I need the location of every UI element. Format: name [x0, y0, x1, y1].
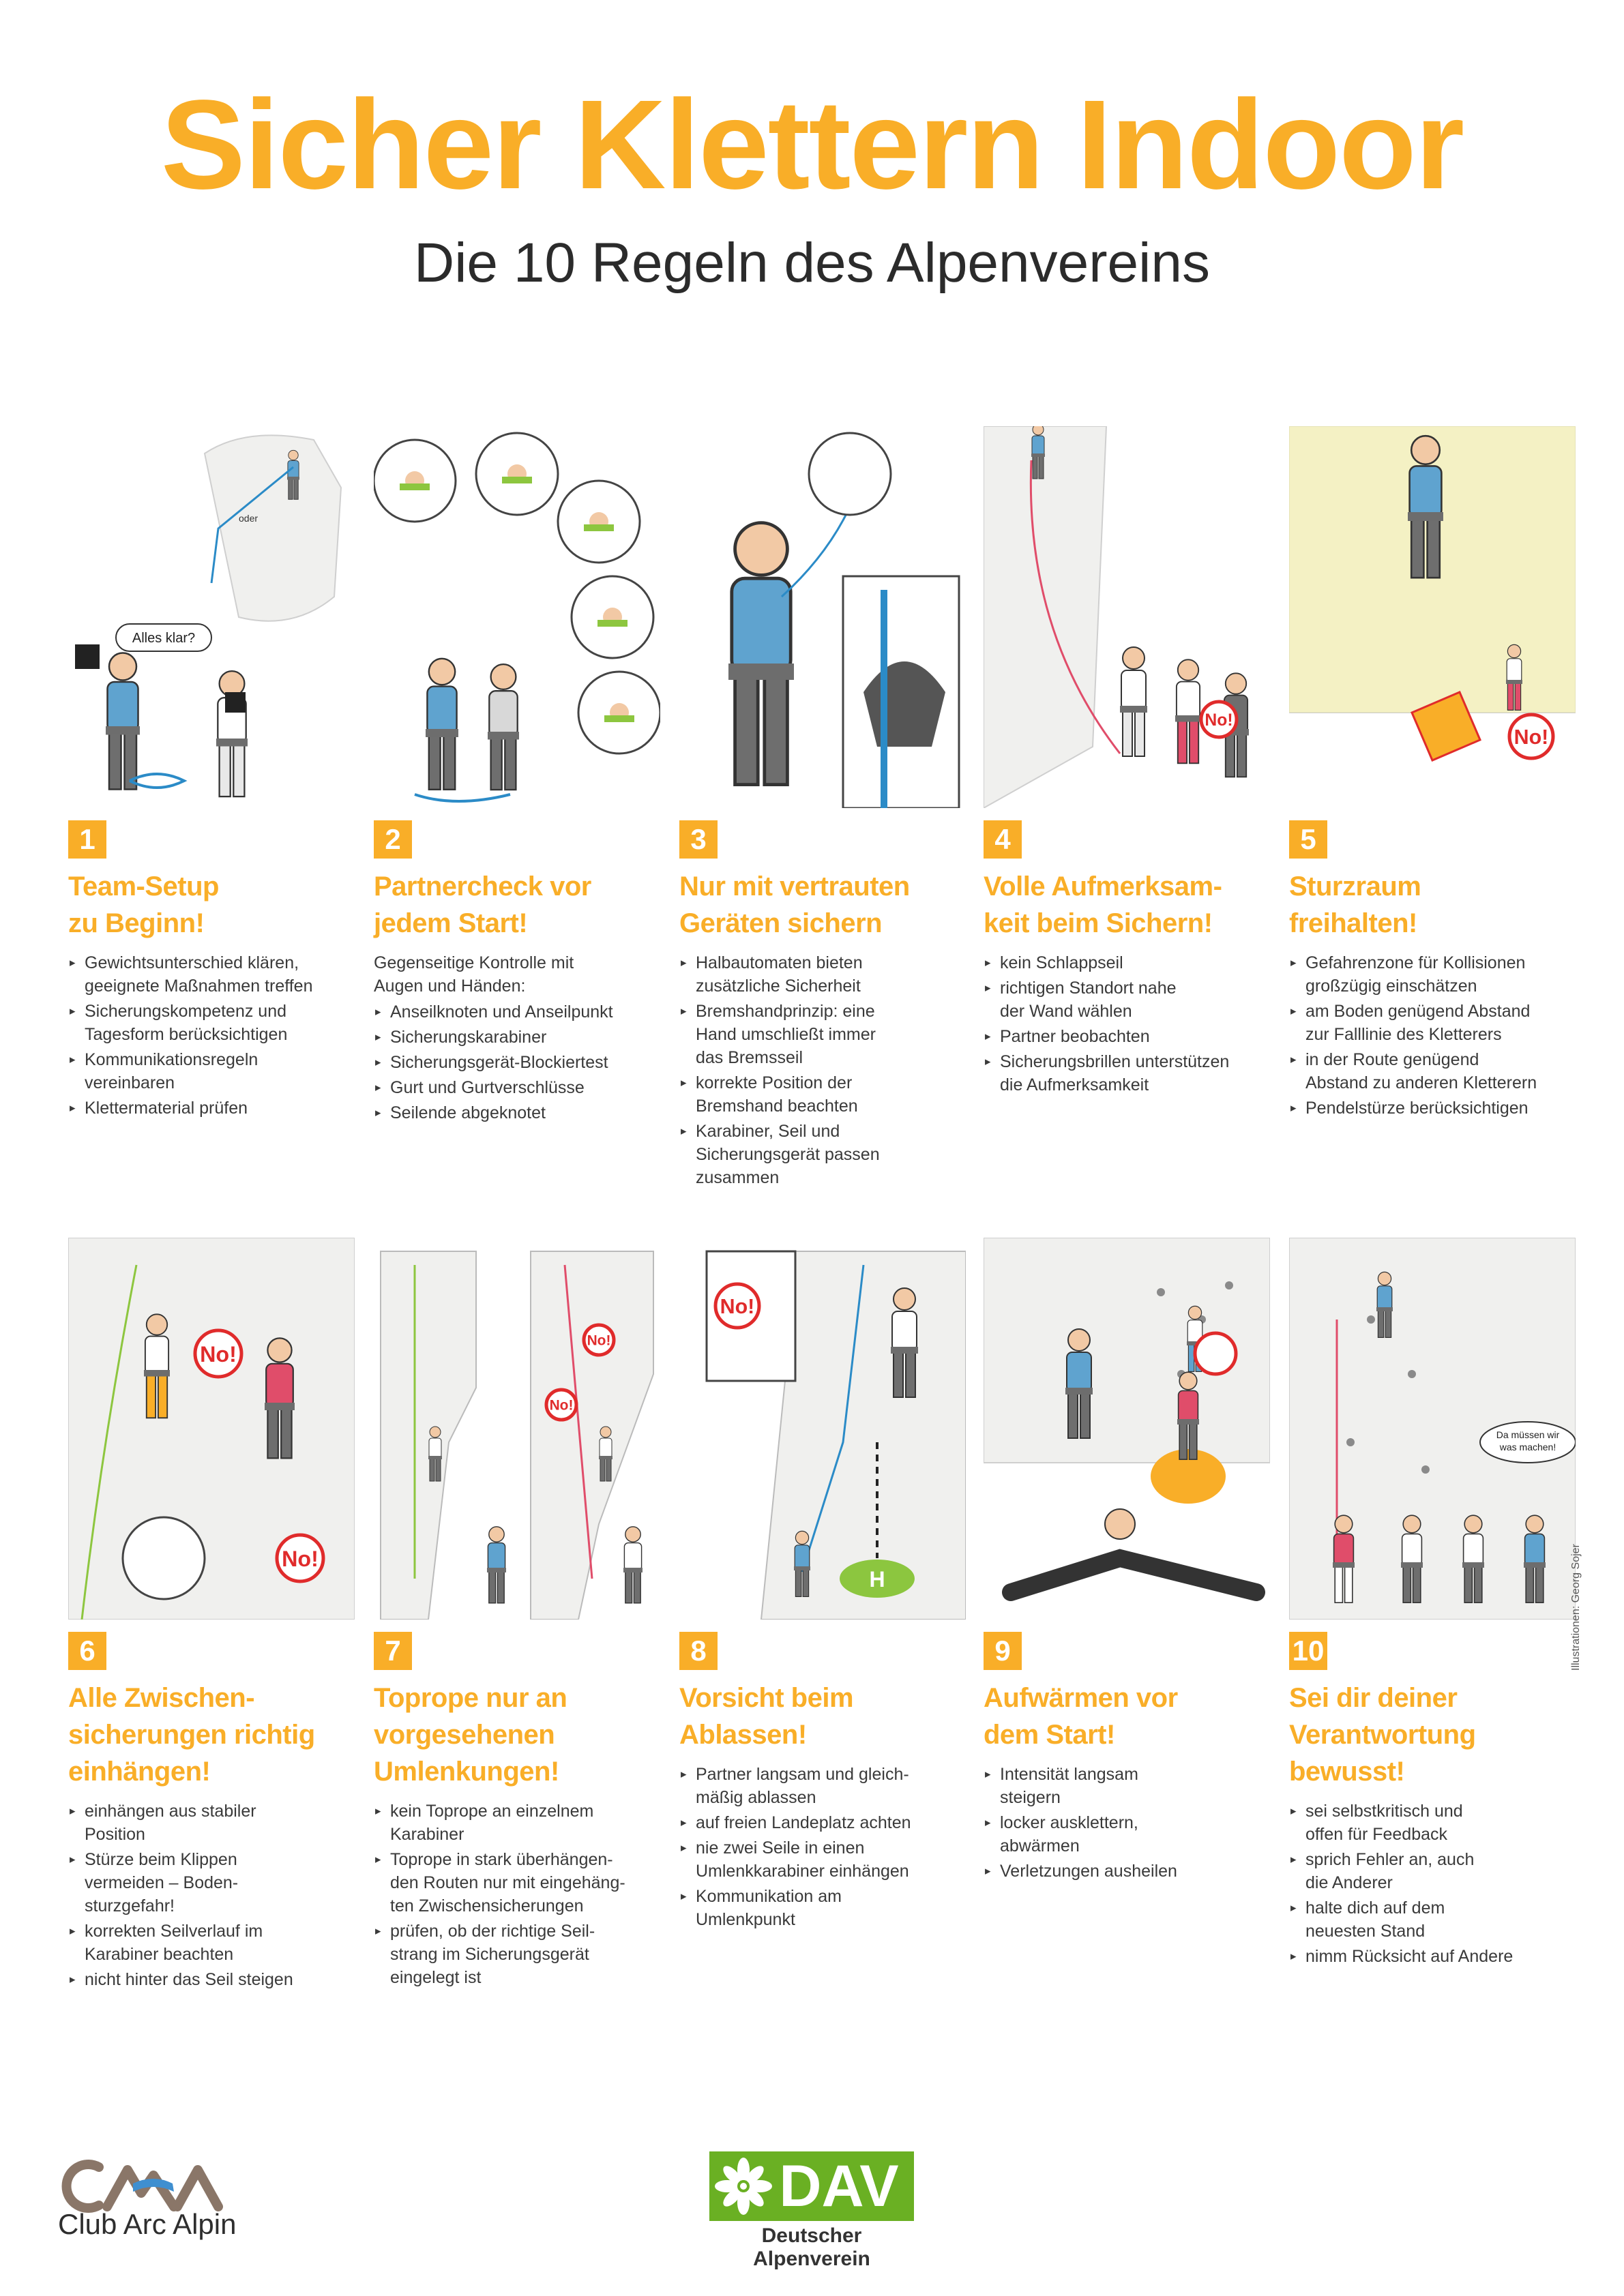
- svg-text:No!: No!: [282, 1546, 319, 1571]
- scale-icon: [75, 644, 100, 669]
- rule-number-badge: 10: [1289, 1632, 1327, 1670]
- rule-bullet-line: abwärmen: [1000, 1836, 1080, 1855]
- carabiner-detail: [597, 620, 628, 627]
- rule-bullet-item: [374, 1101, 660, 1124]
- belayer-figure: [487, 1527, 506, 1603]
- rule-title-line: Sturzraum: [1289, 871, 1421, 901]
- rule-bullet-line: Karabiner, Seil und: [696, 1122, 840, 1141]
- belayer-figure: [1120, 647, 1147, 756]
- rule-bullet-line: korrekten Seilverlauf im: [85, 1922, 263, 1941]
- rule-bullet-line: Tagesform berücksichtigen: [85, 1025, 288, 1044]
- bullet-arrow-icon: ▸: [681, 1816, 687, 1829]
- rule-bullet-list: [1289, 1800, 1576, 1970]
- belayer-figure: [623, 1527, 643, 1603]
- rule-number-badge: 1: [68, 820, 106, 859]
- no-sign-icon: [195, 1330, 241, 1377]
- carabiner-detail: [400, 483, 430, 490]
- rule-number-badge: 4: [984, 820, 1022, 859]
- rule-title-line: einhängen!: [68, 1757, 211, 1787]
- rule-bullet-item: [68, 1848, 355, 1918]
- rule-title-line: Partnercheck vor: [374, 871, 591, 901]
- rule-bullet-line: mäßig ablassen: [696, 1788, 816, 1807]
- climbing-wall: [984, 426, 1106, 808]
- rule-bullet-item: [984, 976, 1270, 1023]
- rule-bullet-line: Anseilknoten und Anseilpunkt: [390, 1002, 613, 1022]
- rule-title-line: Toprope nur an: [374, 1683, 567, 1713]
- rule-title-line: vorgesehenen: [374, 1720, 555, 1750]
- bullet-arrow-icon: ▸: [681, 1841, 687, 1854]
- bullet-arrow-icon: ▸: [375, 1056, 381, 1069]
- rule-bullet-item: [374, 1920, 660, 1989]
- bullet-arrow-icon: ▸: [681, 1004, 687, 1017]
- stretching-person: [1011, 1558, 1256, 1592]
- no-sign-icon: [546, 1390, 576, 1420]
- no-sign-icon: [1509, 715, 1553, 758]
- rule-bullet-line: der Wand wählen: [1000, 1002, 1132, 1021]
- rule-panel-7: [374, 1238, 660, 1988]
- rule-bullet-item: [984, 1763, 1270, 1809]
- rule-bullet-line: strang im Sicherungsgerät: [390, 1945, 589, 1964]
- rule-bullet-item: [984, 951, 1270, 974]
- rule-bullet-line: steigern: [1000, 1788, 1061, 1807]
- bullet-arrow-icon: ▸: [1290, 1853, 1297, 1866]
- rule-bullet-item: [679, 951, 966, 998]
- bullet-arrow-icon: ▸: [1290, 1950, 1297, 1963]
- rule-number-badge: 6: [68, 1632, 106, 1670]
- rule-bullet-item: [68, 1920, 355, 1966]
- rule-bullet-item: [1289, 1048, 1576, 1094]
- rule-bullet-line: Pendelstürze berücksichtigen: [1305, 1099, 1529, 1118]
- rule-bullet-line: Sicherungsbrillen unterstützen: [1000, 1052, 1230, 1071]
- rule-panel-10: [1289, 1238, 1576, 1988]
- rule-bullet-line: richtigen Standort nahe: [1000, 979, 1177, 998]
- rule-bullet-item: [374, 1051, 660, 1074]
- rule-bullet-line: Gefahrenzone für Kollisionen: [1305, 953, 1526, 972]
- rule-intro-line: Augen und Händen:: [374, 976, 526, 996]
- rule-bullet-list: [1289, 951, 1576, 1122]
- rule-bullet-item: [679, 1071, 966, 1118]
- stretching-person-head: [1105, 1509, 1135, 1539]
- rule-title: [68, 1680, 355, 1790]
- no-sign-icon: [1195, 1333, 1236, 1374]
- rule-bullet-line: kein Schlappseil: [1000, 953, 1123, 972]
- rule-bullet-line: Seilende abgeknotet: [390, 1103, 546, 1122]
- rule-bullet-line: offen für Feedback: [1305, 1825, 1448, 1844]
- rule-number-badge: 7: [374, 1632, 412, 1670]
- climbing-wall: [205, 435, 341, 621]
- bullet-arrow-icon: ▸: [1290, 1004, 1297, 1017]
- bullet-arrow-icon: ▸: [70, 1804, 76, 1817]
- bullet-arrow-icon: ▸: [70, 1004, 76, 1017]
- rule-bullet-item: [374, 1076, 660, 1099]
- rule-bullet-item: [1289, 1800, 1576, 1846]
- belayer-figure: [106, 653, 140, 790]
- bullet-arrow-icon: ▸: [985, 981, 991, 994]
- no-sign-icon: [715, 1284, 759, 1328]
- dav-logo: [709, 2151, 914, 2221]
- rule-bullet-item: [1289, 1945, 1576, 1968]
- rule-bullet-line: das Bremsseil: [696, 1048, 803, 1067]
- bullet-arrow-icon: ▸: [375, 1924, 381, 1937]
- rule-bullet-item: [1289, 1848, 1576, 1894]
- rule-bullet-line: auf freien Landeplatz achten: [696, 1813, 911, 1832]
- bullet-arrow-icon: ▸: [70, 1924, 76, 1937]
- rule-bullet-line: Intensität langsam: [1000, 1765, 1138, 1784]
- bullet-arrow-icon: ▸: [985, 956, 991, 969]
- svg-text:No!: No!: [1514, 726, 1549, 749]
- rule-bullet-item: [679, 1000, 966, 1069]
- rule-title: [679, 1680, 966, 1753]
- rule-bullet-line: am Boden genügend Abstand: [1305, 1002, 1531, 1021]
- rule-bullet-line: Kommunikation am: [696, 1887, 842, 1906]
- rule-illustration-6: [68, 1238, 355, 1620]
- overhang-wall: [381, 1251, 476, 1620]
- rule-title: [679, 868, 966, 942]
- rule-bullet-item: [68, 1000, 355, 1046]
- rule-bullet-line: nimm Rücksicht auf Andere: [1305, 1947, 1514, 1966]
- rule-title-line: zu Beginn!: [68, 908, 205, 938]
- rule-bullet-line: Karabiner: [390, 1825, 464, 1844]
- rule-bullet-item: [68, 1968, 355, 1991]
- bullet-arrow-icon: ▸: [375, 1804, 381, 1817]
- speech-bubble: [1480, 1422, 1576, 1463]
- dav-name: Deutscher Alpenverein: [753, 2224, 870, 2270]
- rule-title-line: Ablassen!: [679, 1720, 807, 1750]
- rule-bullet-line: nie zwei Seile in einen: [696, 1838, 865, 1858]
- rule-bullet-line: Sicherungskarabiner: [390, 1028, 547, 1047]
- rule-bullet-line: ten Zwischensicherungen: [390, 1896, 584, 1915]
- bullet-arrow-icon: ▸: [375, 1106, 381, 1119]
- rule-title-line: jedem Start!: [374, 908, 528, 938]
- rule-bullet-list: [984, 951, 1270, 1099]
- partner-figure: [426, 659, 458, 790]
- rule-bullet-list: [68, 1800, 355, 1993]
- rule-bullet-line: nicht hinter das Seil steigen: [85, 1970, 293, 1989]
- rule-intro-line: Gegenseitige Kontrolle mit: [374, 953, 574, 972]
- page-subtitle: Die 10 Regeln des Alpenvereins: [414, 232, 1210, 294]
- bullet-arrow-icon: ▸: [1290, 1053, 1297, 1066]
- carabiner-detail: [502, 477, 532, 483]
- rule-bullet-line: locker ausklettern,: [1000, 1813, 1138, 1832]
- bullet-arrow-icon: ▸: [985, 1030, 991, 1043]
- rule-bullet-line: kein Toprope an einzelnem: [390, 1802, 594, 1821]
- bullet-arrow-icon: ▸: [681, 1890, 687, 1903]
- rule-title: [374, 868, 660, 942]
- rule-panel-8: [679, 1238, 966, 1988]
- rule-bullet-line: den Routen nur mit eingehäng-: [390, 1873, 625, 1892]
- bullet-arrow-icon: ▸: [375, 1005, 381, 1018]
- rule-panel-1: [68, 426, 355, 1176]
- climbing-hold: [1225, 1281, 1233, 1289]
- svg-text:No!: No!: [549, 1397, 574, 1414]
- rule-bullet-line: Hand umschließt immer: [696, 1025, 876, 1044]
- bullet-arrow-icon: ▸: [70, 1853, 76, 1866]
- rule-illustration-1: [68, 426, 355, 808]
- rule-bullet-item: [984, 1050, 1270, 1097]
- rule-bullet-list: [374, 1800, 660, 1991]
- rule-bullet-item: [374, 1848, 660, 1918]
- rope-coil: [415, 794, 510, 801]
- svg-text:No!: No!: [720, 1295, 755, 1319]
- bullet-arrow-icon: ▸: [70, 1101, 76, 1114]
- rule-bullet-line: Bremshandprinzip: eine: [696, 1002, 875, 1021]
- rule-bullet-list: [984, 1763, 1270, 1885]
- rule-panel-6: [68, 1238, 355, 1988]
- rule-bullet-line: korrekte Position der: [696, 1073, 853, 1092]
- rule-bullet-item: [679, 1836, 966, 1883]
- bullet-arrow-icon: ▸: [1290, 1101, 1297, 1114]
- illustration-credit: Illustrationen: Georg Sojer: [1570, 1544, 1582, 1671]
- bullet-arrow-icon: ▸: [681, 1124, 687, 1137]
- page-title: Sicher Klettern Indoor: [160, 74, 1464, 215]
- rule-bullet-line: vermeiden – Boden-: [85, 1873, 239, 1892]
- bullet-arrow-icon: ▸: [985, 1864, 991, 1877]
- bullet-arrow-icon: ▸: [1290, 1804, 1297, 1817]
- rule-bullet-item: [679, 1763, 966, 1809]
- rule-bullet-line: Gewichtsunterschied klären,: [85, 953, 299, 972]
- rule-bullet-line: zusätzliche Sicherheit: [696, 976, 861, 996]
- rule-bullet-line: die Aufmerksamkeit: [1000, 1075, 1149, 1094]
- rule-bullet-line: Karabiner beachten: [85, 1945, 234, 1964]
- scale-icon: [225, 692, 246, 713]
- rule-illustration-2: [374, 426, 660, 808]
- rule-bullet-line: eingelegt ist: [390, 1968, 482, 1987]
- no-sign-icon: [584, 1325, 614, 1355]
- carabiner-detail: [584, 524, 614, 531]
- rule-bullet-line: sturzgefahr!: [85, 1896, 175, 1915]
- svg-text:was machen!: was machen!: [1499, 1442, 1556, 1452]
- rule-bullet-line: Sicherungsgerät passen: [696, 1145, 880, 1164]
- bullet-arrow-icon: ▸: [681, 1768, 687, 1780]
- rule-title-line: Vorsicht beim: [679, 1683, 854, 1713]
- rule-bullet-item: [679, 1885, 966, 1931]
- rule-bullet-item: [1289, 951, 1576, 998]
- rule-title-line: Verantwortung: [1289, 1720, 1476, 1750]
- bullet-arrow-icon: ▸: [681, 956, 687, 969]
- rule-bullet-item: [984, 1860, 1270, 1883]
- rule-bullet-line: Position: [85, 1825, 145, 1844]
- rule-bullet-line: großzügig einschätzen: [1305, 976, 1477, 996]
- rule-bullet-list: [679, 1763, 966, 1933]
- rule-bullet-item: [1289, 1896, 1576, 1943]
- rule-title-line: Sei dir deiner: [1289, 1683, 1458, 1713]
- climber-partner-figure: [216, 671, 248, 796]
- rule-panel-2: [374, 426, 660, 1176]
- detail-circle: [123, 1517, 205, 1599]
- rule-bullet-item: [679, 1120, 966, 1189]
- rule-illustration-9: [984, 1238, 1270, 1620]
- rule-title: [1289, 1680, 1576, 1790]
- rule-bullet-item: [374, 1000, 660, 1024]
- rule-bullet-item: [984, 1811, 1270, 1858]
- rule-bullet-item: [679, 1811, 966, 1834]
- rule-bullet-item: [68, 1097, 355, 1120]
- rule-bullet-line: Sicherungskompetenz und: [85, 1002, 287, 1021]
- club-arc-alpin-name: Club Arc Alpin: [58, 2208, 237, 2240]
- rule-panel-5: [1289, 426, 1576, 1176]
- rule-title-line: Geräten sichern: [679, 908, 883, 938]
- rule-title-line: Volle Aufmerksam-: [984, 871, 1222, 901]
- rule-bullet-line: Abstand zu anderen Kletterern: [1305, 1073, 1537, 1092]
- bullet-arrow-icon: ▸: [985, 1816, 991, 1829]
- speech-bubble: [116, 624, 211, 651]
- no-sign-icon: [1201, 702, 1237, 737]
- exercise-ball: [1151, 1449, 1226, 1504]
- rule-intro: [374, 951, 660, 998]
- rule-bullet-line: Sicherungsgerät-Blockiertest: [390, 1053, 608, 1072]
- rule-title-line: dem Start!: [984, 1720, 1115, 1750]
- rule-bullet-item: [374, 1026, 660, 1049]
- rule-bullet-line: Verletzungen ausheilen: [1000, 1862, 1177, 1881]
- rule-number-badge: 5: [1289, 820, 1327, 859]
- rule-bullet-line: die Anderer: [1305, 1873, 1393, 1892]
- rule-bullet-line: zusammen: [696, 1168, 780, 1187]
- rule-bullet-line: zur Falllinie des Kletterers: [1305, 1025, 1502, 1044]
- rule-bullet-line: sprich Fehler an, auch: [1305, 1850, 1475, 1869]
- rule-illustration-5: [1289, 426, 1576, 808]
- rule-bullet-line: Partner langsam und gleich-: [696, 1765, 909, 1784]
- rule-illustration-4: [984, 426, 1270, 808]
- rule-bullet-line: geeignete Maßnahmen treffen: [85, 976, 313, 996]
- climbing-hold: [1367, 1315, 1375, 1324]
- bullet-arrow-icon: ▸: [375, 1030, 381, 1043]
- rule-title: [68, 868, 355, 942]
- bullet-arrow-icon: ▸: [681, 1076, 687, 1089]
- rule-title-line: Umlenkungen!: [374, 1757, 559, 1787]
- climbing-hold: [1408, 1370, 1416, 1378]
- partner-figure: [488, 664, 519, 790]
- rule-bullet-list: [374, 1000, 660, 1127]
- rule-title-line: sicherungen richtig: [68, 1720, 315, 1750]
- rule-title-line: bewusst!: [1289, 1757, 1405, 1787]
- no-sign-icon: [277, 1535, 323, 1581]
- bullet-arrow-icon: ▸: [985, 1768, 991, 1780]
- rule-title: [984, 868, 1270, 942]
- rule-bullet-line: prüfen, ob der richtige Seil-: [390, 1922, 595, 1941]
- svg-text:No!: No!: [587, 1332, 611, 1349]
- rule-title-line: freihalten!: [1289, 908, 1417, 938]
- rope-coil: [130, 774, 184, 788]
- rule-bullet-line: Bremshand beachten: [696, 1097, 858, 1116]
- rule-bullet-line: Umlenkpunkt: [696, 1910, 795, 1929]
- rule-bullet-line: Kommunikationsregeln: [85, 1050, 259, 1069]
- rule-bullet-line: Gurt und Gurtverschlüsse: [390, 1078, 585, 1097]
- rule-illustration-8: [679, 1238, 966, 1620]
- detail-circle: [809, 433, 891, 515]
- rule-illustration-7: [374, 1238, 660, 1620]
- rule-bullet-item: [1289, 1000, 1576, 1046]
- rule-bullet-item: [68, 1048, 355, 1094]
- rule-bullet-list: [679, 951, 966, 1191]
- rule-bullet-line: Stürze beim Klippen: [85, 1850, 237, 1869]
- bullet-arrow-icon: ▸: [70, 956, 76, 969]
- rule-title: [1289, 868, 1576, 942]
- rule-bullet-item: [1289, 1097, 1576, 1120]
- bullet-arrow-icon: ▸: [1290, 1901, 1297, 1914]
- rule-bullet-line: sei selbstkritisch und: [1305, 1802, 1463, 1821]
- rule-bullet-list: [68, 951, 355, 1122]
- rule-panel-9: [984, 1238, 1270, 1988]
- climbing-hold: [1157, 1288, 1165, 1296]
- rule-title: [374, 1680, 660, 1790]
- rule-number-badge: 8: [679, 1632, 718, 1670]
- dav-logo-text: DAV: [779, 2153, 899, 2219]
- rule-title: [984, 1680, 1270, 1753]
- rule-bullet-line: vereinbaren: [85, 1073, 175, 1092]
- rule-title-line: Alle Zwischen-: [68, 1683, 255, 1713]
- bullet-arrow-icon: ▸: [985, 1055, 991, 1068]
- rule-number-badge: 3: [679, 820, 718, 859]
- bullet-arrow-icon: ▸: [1290, 956, 1297, 969]
- rule-bullet-item: [68, 1800, 355, 1846]
- carabiner-detail: [604, 715, 634, 722]
- rule-bullet-line: Halbautomaten bieten: [696, 953, 863, 972]
- rule-bullet-line: halte dich auf dem: [1305, 1898, 1445, 1918]
- bullet-arrow-icon: ▸: [70, 1973, 76, 1986]
- rule-bullet-item: [984, 1025, 1270, 1048]
- rule-title-line: Aufwärmen vor: [984, 1683, 1178, 1713]
- rule-bullet-item: [374, 1800, 660, 1846]
- rule-bullet-line: in der Route genügend: [1305, 1050, 1479, 1069]
- rule-title-line: Nur mit vertrauten: [679, 871, 910, 901]
- rule-illustration-10: [1289, 1238, 1576, 1620]
- rule-bullet-line: neuesten Stand: [1305, 1922, 1426, 1941]
- svg-text:No!: No!: [1205, 711, 1233, 730]
- rule-title-line: keit beim Sichern!: [984, 908, 1213, 938]
- climbing-hold: [1346, 1438, 1355, 1446]
- rule-bullet-line: Toprope in stark überhängen-: [390, 1850, 613, 1869]
- climbing-hold: [1421, 1465, 1430, 1474]
- svg-text:Alles klar?: Alles klar?: [132, 631, 196, 646]
- bullet-arrow-icon: ▸: [375, 1853, 381, 1866]
- rule-bullet-line: Partner beobachten: [1000, 1027, 1150, 1046]
- distracted-person: [1175, 659, 1201, 763]
- rule-panel-4: [984, 426, 1270, 1176]
- small-label: oder: [239, 513, 259, 524]
- rule-title-line: Team-Setup: [68, 871, 219, 901]
- rule-illustration-3: [679, 426, 966, 808]
- bullet-arrow-icon: ▸: [375, 1081, 381, 1094]
- svg-text:Da müssen wir: Da müssen wir: [1496, 1429, 1560, 1440]
- bullet-arrow-icon: ▸: [70, 1053, 76, 1066]
- rule-bullet-item: [68, 951, 355, 998]
- landing-label: H: [869, 1567, 885, 1592]
- rule-number-badge: 2: [374, 820, 412, 859]
- rule-bullet-line: Umlenkkarabiner einhängen: [696, 1862, 909, 1881]
- rule-bullet-line: einhängen aus stabiler: [85, 1802, 256, 1821]
- svg-text:No!: No!: [200, 1341, 237, 1367]
- rule-bullet-line: Klettermaterial prüfen: [85, 1099, 248, 1118]
- rule-panel-3: [679, 426, 966, 1187]
- rule-number-badge: 9: [984, 1632, 1022, 1670]
